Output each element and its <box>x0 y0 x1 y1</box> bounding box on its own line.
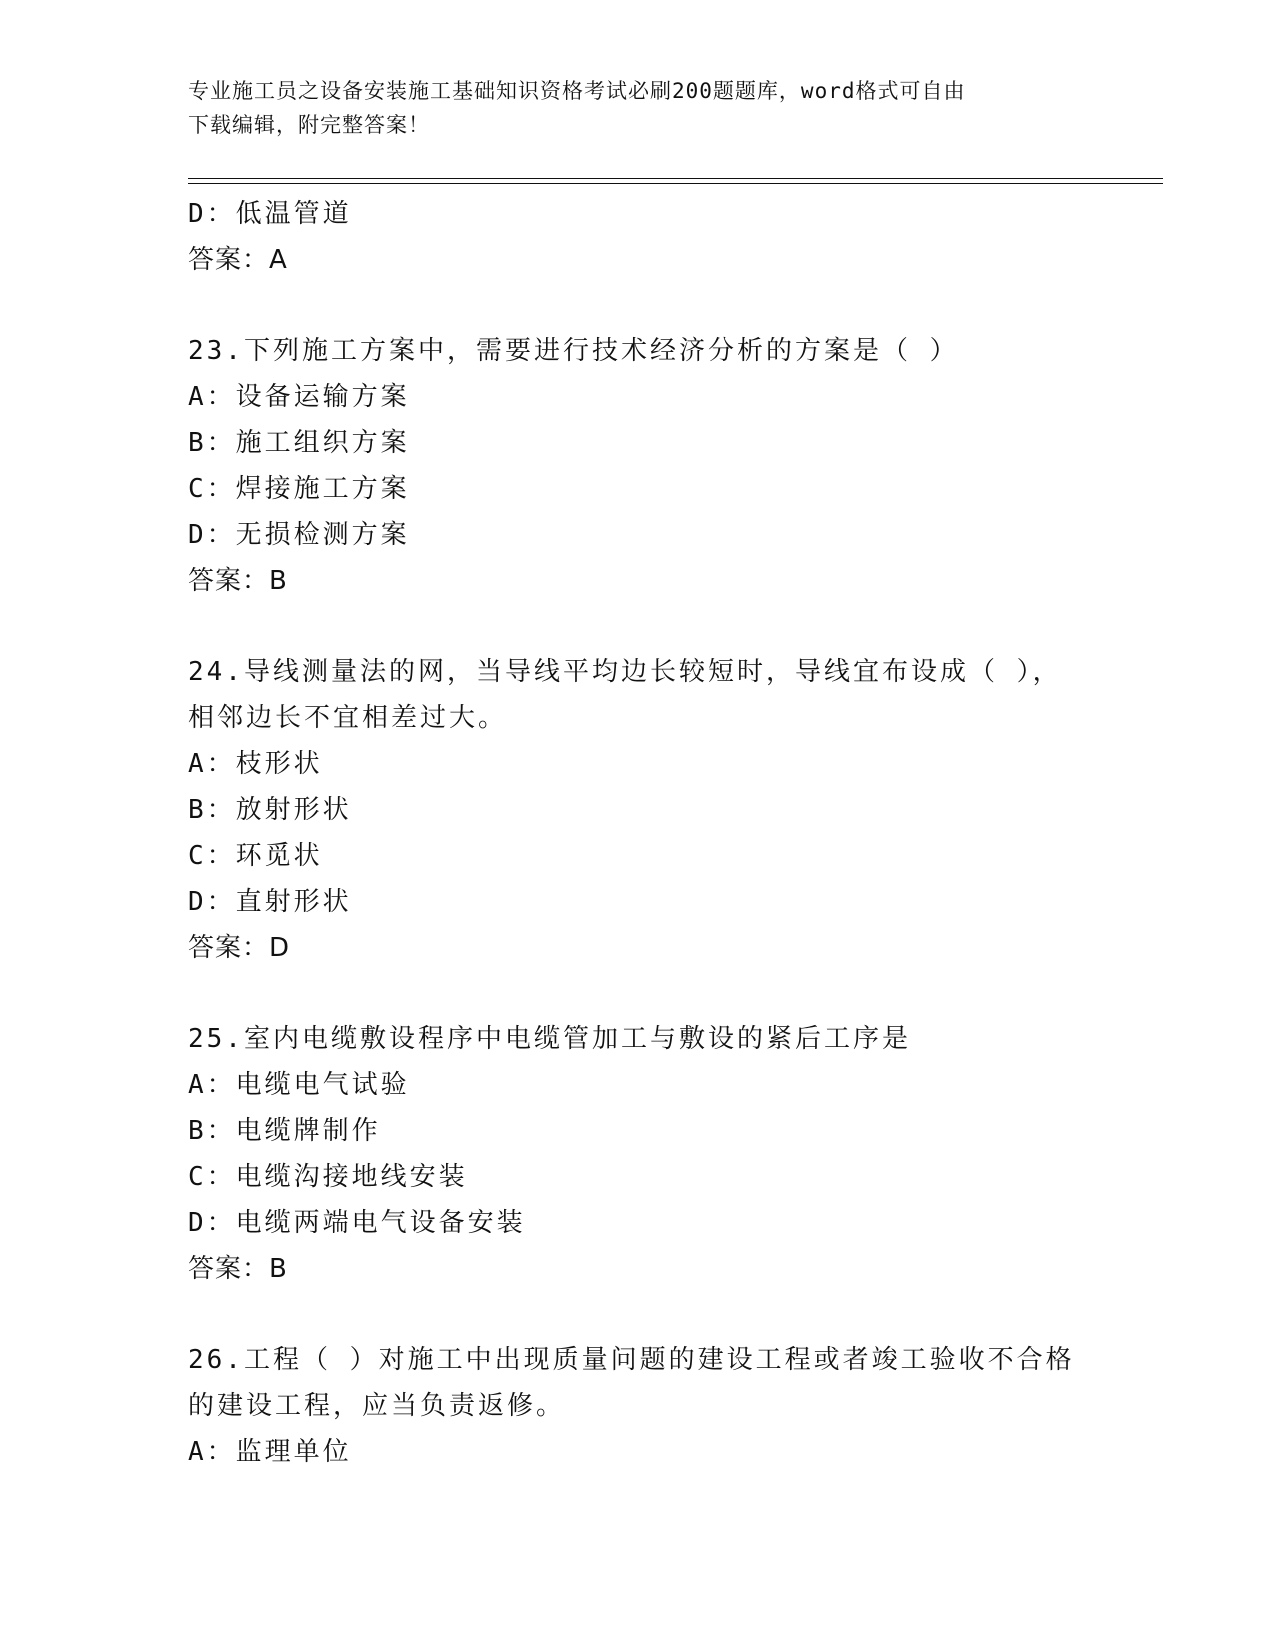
option-a: A：设备运输方案 <box>188 382 410 412</box>
option-d: D：直射形状 <box>188 887 352 917</box>
header-divider-top <box>188 178 1163 179</box>
option-c: C：焊接施工方案 <box>188 474 410 504</box>
question-22-tail <box>188 191 1148 283</box>
option-b: B：放射形状 <box>188 795 352 825</box>
option-d: D：低温管道 <box>188 199 352 229</box>
answer: 答案：D <box>188 933 291 963</box>
question-stem: 23.下列施工方案中，需要进行技术经济分析的方案是（ ） <box>188 336 959 366</box>
question-stem: 24.导线测量法的网，当导线平均边长较短时，导线宜布设成（ ）， <box>188 657 1062 687</box>
question-25 <box>188 1016 1148 1292</box>
spacer <box>188 283 1148 328</box>
option-b: B：施工组织方案 <box>188 428 410 458</box>
option-b: B：电缆牌制作 <box>188 1116 381 1146</box>
answer: 答案：A <box>188 245 288 275</box>
option-c: C：环觅状 <box>188 841 323 871</box>
answer: 答案：B <box>188 1254 288 1284</box>
question-stem: 26.工程（ ）对施工中出现质量问题的建设工程或者竣工验收不合格 <box>188 1345 1075 1375</box>
spacer <box>188 1292 1148 1337</box>
option-d: D：无损检测方案 <box>188 520 410 550</box>
option-a: A：电缆电气试验 <box>188 1070 410 1100</box>
answer: 答案：B <box>188 566 288 596</box>
document-header <box>188 74 1088 142</box>
spacer <box>188 971 1148 1016</box>
option-a: A：监理单位 <box>188 1437 352 1467</box>
question-stem-continued: 的建设工程，应当负责返修。 <box>188 1391 566 1421</box>
spacer <box>188 604 1148 649</box>
question-stem: 25.室内电缆敷设程序中电缆管加工与敷设的紧后工序是 <box>188 1024 911 1054</box>
option-d: D：电缆两端电气设备安装 <box>188 1208 526 1238</box>
option-c: C：电缆沟接地线安装 <box>188 1162 468 1192</box>
question-stem-continued: 相邻边长不宜相差过大。 <box>188 703 508 733</box>
question-23 <box>188 328 1148 604</box>
question-list <box>188 191 1148 1475</box>
header-line-2: 下载编辑，附完整答案！ <box>188 113 430 137</box>
header-divider-bottom <box>188 183 1163 184</box>
question-24 <box>188 649 1148 971</box>
option-a: A：枝形状 <box>188 749 323 779</box>
question-26 <box>188 1337 1148 1475</box>
header-line-1: 专业施工员之设备安装施工基础知识资格考试必刷200题题库，word格式可自由 <box>188 79 966 103</box>
